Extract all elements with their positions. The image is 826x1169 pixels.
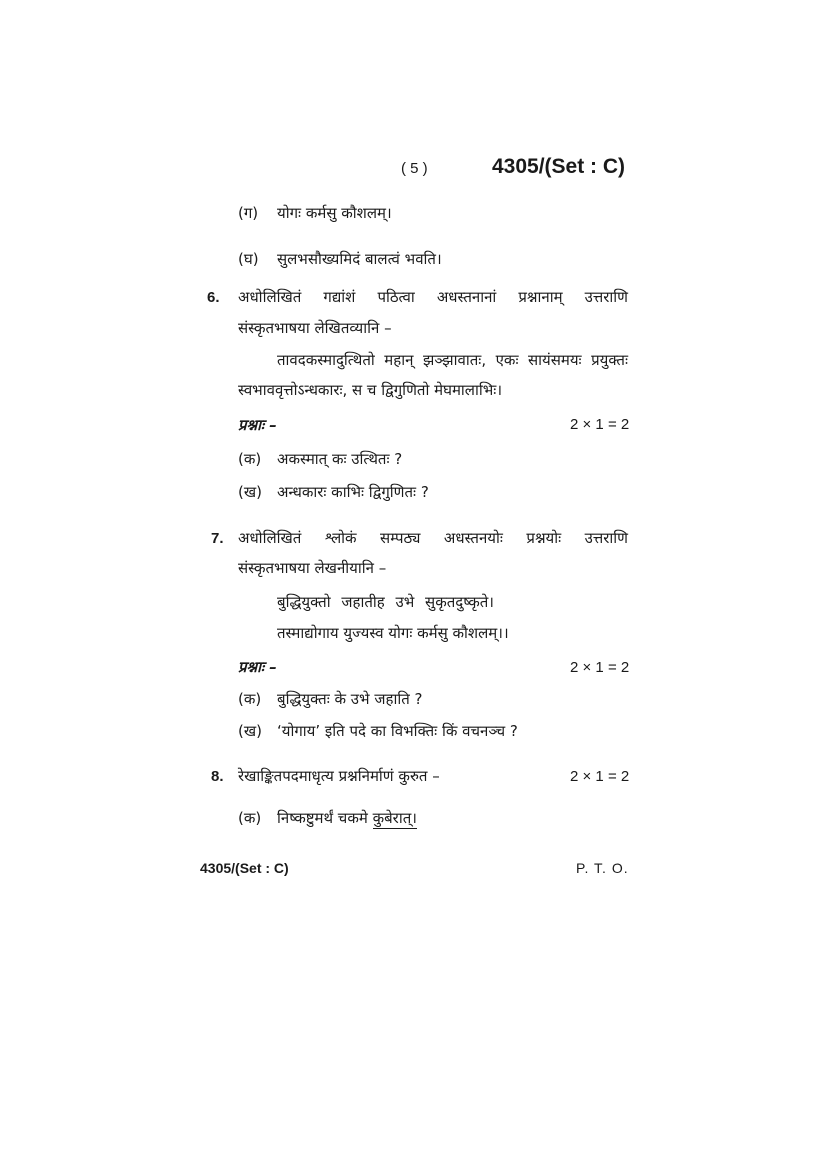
question-number: 8. <box>211 768 224 785</box>
page-number: ( 5 ) <box>401 160 428 177</box>
sub-label: (ख) <box>238 722 262 740</box>
verse-line1: बुद्धियुक्तो जहातीह उभे सुकृतदुष्कृते। <box>277 593 494 611</box>
sub-question-text: निष्कष्टुमर्थं चकमे <box>277 809 373 827</box>
q7-instruction-line1: अधोलिखितं श्लोकं सम्पठ्य अधस्तनयोः प्रश्नयोः उत्तराणि <box>238 529 628 547</box>
q7-instruction-line2: संस्कृतभाषया लेखनीयानि – <box>238 559 387 577</box>
item-label: (ग) <box>238 204 259 222</box>
item-label: (घ) <box>238 250 259 268</box>
question-number: 7. <box>211 530 224 547</box>
q6-passage-line1: तावदकस्मादुत्थितो महान् झञ्झावातः, एकः सायंसमयः प्रयुक्तः <box>277 351 628 369</box>
sub-question: बुद्धियुक्तः के उभे जहाति ? <box>277 690 423 708</box>
sub-question: अन्धकारः काभिः द्विगुणितः ? <box>277 483 429 501</box>
underlined-word: कुबेरात्। <box>372 809 417 827</box>
sub-label: (क) <box>238 809 262 827</box>
verse-line2: तस्माद्योगाय युज्यस्व योगः कर्मसु कौशलम्।। <box>277 624 509 642</box>
marks: 2 × 1 = 2 <box>570 416 630 433</box>
q6-passage-line2: स्वभाववृत्तोऽन्धकारः, स च द्विगुणितो मेघमालाभिः। <box>238 381 503 399</box>
sub-question: ‘योगाय’ इति पदे का विभक्तिः किं वचनञ्च ? <box>277 722 518 740</box>
q6-instruction-line2: संस्कृतभाषया लेखितव्यानि – <box>238 319 392 337</box>
q8-instruction: रेखाङ्कितपदमाधृत्य प्रश्ननिर्माणं कुरुत – <box>238 767 440 785</box>
prashna-heading: प्रश्नाः – <box>238 658 277 676</box>
sub-label: (क) <box>238 450 262 468</box>
marks: 2 × 1 = 2 <box>570 768 630 785</box>
item-text: योगः कर्मसु कौशलम्। <box>277 204 392 222</box>
marks: 2 × 1 = 2 <box>570 659 630 676</box>
q6-instruction-line1: अधोलिखितं गद्यांशं पठित्वा अधस्तनानां प्रश्नानाम् उत्तराणि <box>238 288 628 306</box>
sub-question: अकस्मात् कः उत्थितः ? <box>277 450 403 468</box>
sub-question <box>277 808 417 828</box>
prashna-heading: प्रश्नाः – <box>238 416 277 434</box>
question-number: 6. <box>207 289 220 306</box>
item-text: सुलभसौख्यमिदं बालत्वं भवति। <box>277 250 442 268</box>
footer-paper-code: 4305/(Set : C) <box>200 860 289 876</box>
footer-pto: P. T. O. <box>576 860 629 876</box>
sub-label: (क) <box>238 690 262 708</box>
paper-code: 4305/(Set : C) <box>492 155 626 178</box>
sub-label: (ख) <box>238 483 262 501</box>
